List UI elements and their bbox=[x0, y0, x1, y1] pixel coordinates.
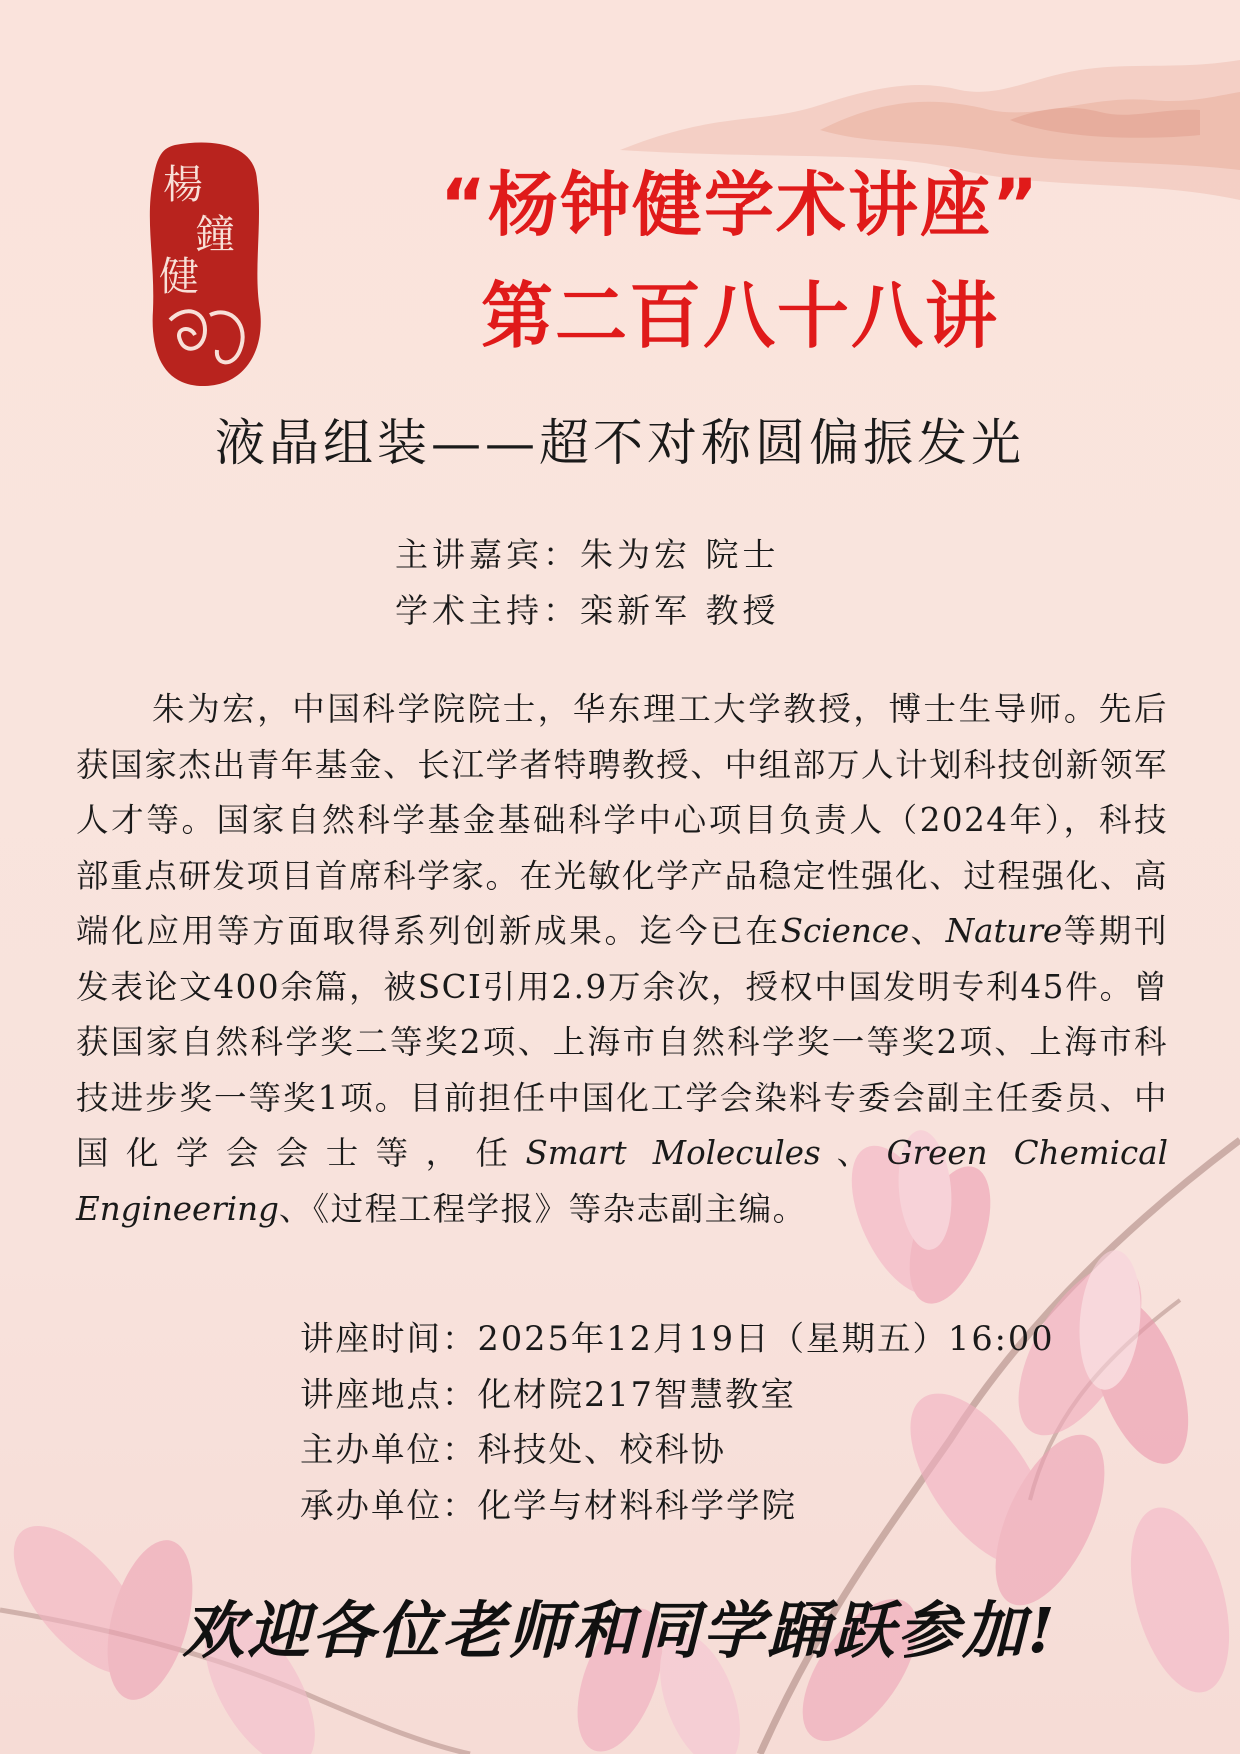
undertaker: 承办单位：化学与材料科学学院 bbox=[300, 1486, 797, 1525]
seal-char-3: 健 bbox=[159, 254, 199, 300]
seal-char-2: 鐘 bbox=[195, 212, 235, 258]
welcome-slogan: 欢迎各位老师和同学踊跃参加! bbox=[182, 1594, 1058, 1667]
bio-separator-2: 、 bbox=[820, 1134, 887, 1172]
seal-stamp bbox=[145, 140, 270, 390]
journal-science: Science bbox=[780, 912, 910, 950]
host-line: 学术主持：栾新军 教授 bbox=[395, 591, 780, 630]
lecture-series-title: “杨钟健学术讲座” bbox=[439, 164, 1040, 246]
organizer: 主办单位：科技处、校科协 bbox=[300, 1430, 726, 1469]
journal-smart-molecules: Smart Molecules bbox=[525, 1134, 821, 1172]
lecture-topic: 液晶组装——超不对称圆偏振发光 bbox=[215, 414, 1025, 472]
lecture-number-title: 第二百八十八讲 bbox=[480, 274, 999, 358]
bio-text-3: 、《过程工程学报》等杂志副主编。 bbox=[278, 1189, 807, 1228]
seal-char-1: 楊 bbox=[163, 162, 203, 208]
speaker-biography bbox=[76, 682, 1168, 1237]
lecture-place: 讲座地点：化材院217智慧教室 bbox=[300, 1375, 796, 1414]
bio-separator-1: 、 bbox=[909, 912, 946, 950]
speaker-line: 主讲嘉宾：朱为宏 院士 bbox=[395, 535, 780, 574]
journal-nature: Nature bbox=[945, 912, 1063, 950]
journal-green-chemical-engineering: Green Chemical Engineering bbox=[76, 1134, 1168, 1228]
bio-text-1: 朱为宏，中国科学院院士，华东理工大学教授，博士生导师。先后获国家杰出青年基金、长江学者特聘教授、中组部万人计划科技创新领军人才等。国家自然科学基金基础科学中心项目负责人（2024年），科技部重点研发项目首席科学家。在光敏化学产品稳定性强化、过程强化、高端化应用等方面取得系列创新成果。迄今已在 bbox=[76, 690, 1168, 950]
lecture-time: 讲座时间：2025年12月19日（星期五）16:00 bbox=[300, 1319, 1055, 1358]
bio-text-2: 等期刊发表论文400余篇，被SCI引用2.9万余次，授权中国发明专利45件。曾获国家自然科学奖二等奖2项、上海市自然科学奖一等奖2项、上海市科技进步奖一等奖1项。目前担任中国化工学会染料专委会副主任委员、中国化学会会士等，任 bbox=[76, 912, 1168, 1172]
